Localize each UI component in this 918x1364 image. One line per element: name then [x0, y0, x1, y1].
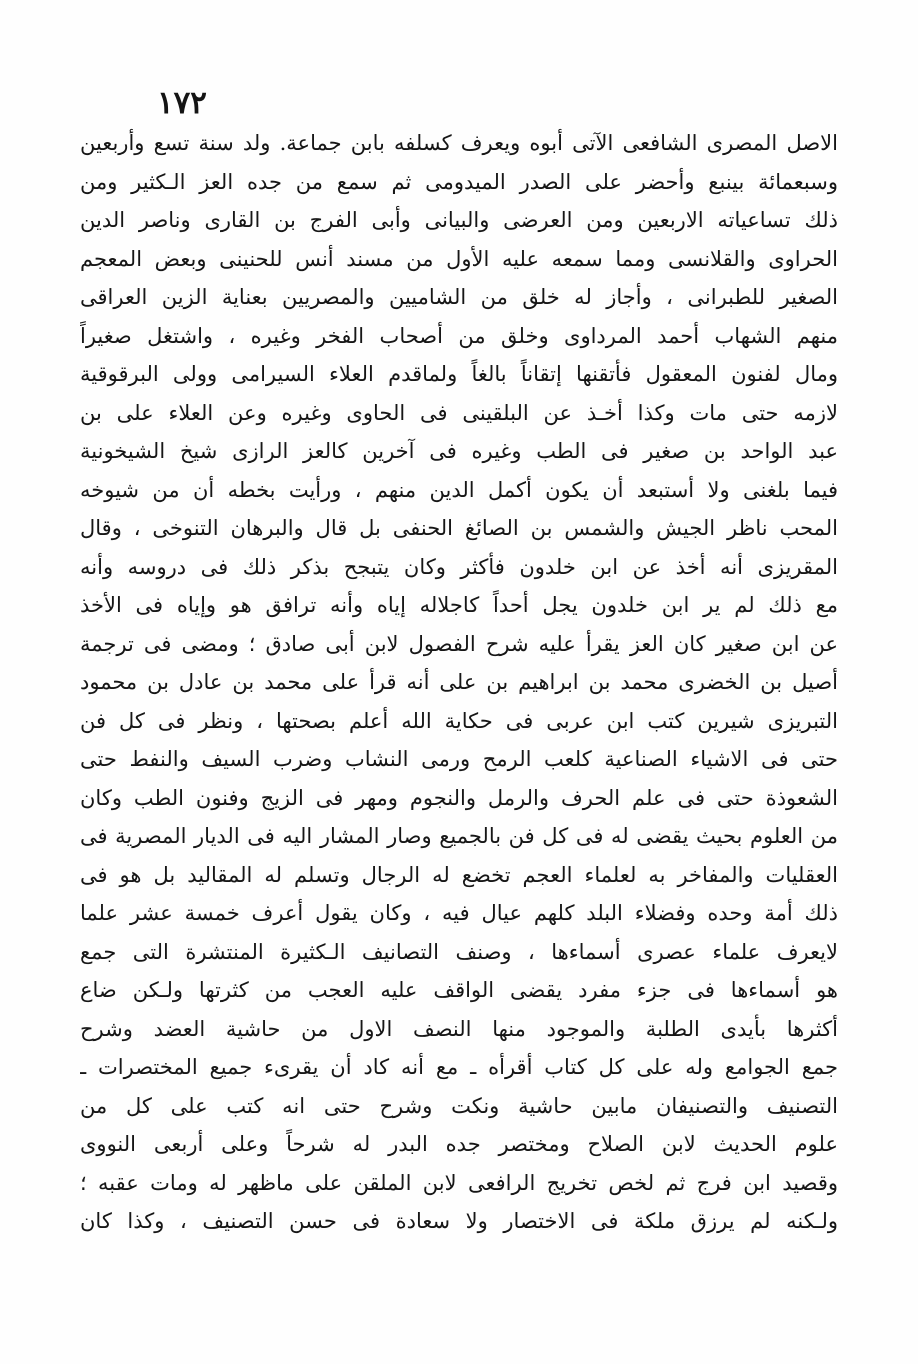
text-line: الحراوى والقلانسى ومما سمعه عليه الأول من مسند أنس للحنينى وبعض المعجم: [80, 246, 838, 271]
text-line: من العلوم بحيث يقضى له فى كل فن بالجميع وصار المشار اليه فى الديار المصرية فى: [80, 824, 838, 848]
text-line: مع ذلك لم ير ابن خلدون يجل أحداً كاجلاله إياه وأنه ترافق هو وإياه فى الأخذ: [80, 593, 838, 617]
text-line: المقريزى أنه أخذ عن ابن خلدون فأكثر وكان يتبجح بذكر ذلك فى دروسه وأنه: [80, 554, 838, 579]
body-text: [80, 124, 838, 1241]
text-line: هو أسماءها فى جزء مفرد يقضى الواقف عليه العجب من كثرتها ولـكن ضاع: [80, 978, 838, 1002]
text-line: المحب ناظر الجيش والشمس بن الصائغ الحنفى بل قال والبرهان التنوخى ، وقال: [80, 516, 838, 540]
text-line: جمع الجوامع وله على كل كتاب أقرأه ـ مع أنه كاد أن يقرىء جميع المختصرات ـ: [80, 1055, 838, 1079]
text-line: فيما بلغنى ولا أستبعد أن يكون أكمل الدين منهم ، ورأيت بخطه أن من شيوخه: [80, 477, 838, 502]
text-line: الشعوذة حتى فى علم الحرف والرمل والنجوم ومهر فى الزيج وفنون الطب وكان: [80, 785, 838, 810]
text-line: لايعرف علماء عصرى أسماءها ، وصنف التصانيف الـكثيرة المنتشرة التى جمع: [80, 939, 838, 964]
text-line: وسبعمائة بينبع وأحضر على الصدر الميدومى ثم سمع من جده العز الـكثير ومن: [80, 169, 838, 194]
text-line: الصغير للطبرانى ، وأجاز له خلق من الشاميين والمصريين بعناية الزين العراقى: [80, 285, 838, 309]
text-line: الاصل المصرى الشافعى الآتى أبوه ويعرف كسلفه بابن جماعة. ولد سنة تسع وأربعين: [80, 131, 838, 155]
text-line: حتى فى الاشياء الصناعية كلعب الرمح ورمى النشاب وضرب السيف والنفط حتى: [80, 747, 838, 771]
text-line: علوم الحديث لابن الصلاح ومختصر جده البدر له شرحاً وعلى أربعى النووى: [80, 1132, 838, 1156]
text-line: أصيل بن الخضرى محمد بن ابراهيم بن على أنه قرأ على محمد بن عادل بن محمود: [80, 670, 838, 694]
text-line: ذلك تساعياته الاربعين ومن العرضى والبيانى وأبى الفرج بن القارى وناصر الدين: [80, 208, 838, 232]
page-number: ١٧٢: [157, 85, 207, 121]
text-line: ولـكنه لم يرزق ملكة فى الاختصار ولا سعادة فى حسن التصنيف ، وكذا كان: [80, 1209, 838, 1233]
text-line: عبد الواحد بن صغير فى الطب وغيره فى آخرين كالعز الرازى شيخ الشيخونية: [80, 439, 838, 463]
text-line: منهم الشهاب أحمد المرداوى وخلق من أصحاب الفخر وغيره ، واشتغل صغيراً: [80, 323, 838, 348]
text-line: ذلك أمة وحده وفضلاء البلد كلهم عيال فيه ، وكان يقول أعرف خمسة عشر علما: [80, 901, 838, 925]
text-line: لازمه حتى مات وكذا أخـذ عن البلقينى فى الحاوى وغيره وعن العلاء على بن: [80, 400, 838, 425]
text-line: عن ابن صغير كان العز يقرأ عليه شرح الفصول لابن أبى صادق ؛ ومضى فى ترجمة: [80, 631, 838, 656]
text-line: وقصيد ابن فرج ثم لخص تخريج الرافعى لابن الملقن على ماظهر له ومات عقبه ؛: [80, 1170, 838, 1195]
text-line: التبريزى شيرين كتب ابن عربى فى حكاية الله أعلم بصحتها ، ونظر فى كل فن: [80, 708, 838, 733]
text-line: ومال لفنون المعقول فأتقنها إتقاناً بالغاً ولماقدم العلاء السيرامى وولى البرقوقية: [80, 362, 838, 386]
text-line: العقليات والمفاخر به لعلماء العجم تخضع له الرجال وتسلم له المقاليد بل هو فى: [80, 862, 838, 887]
text-line: أكثرها بأيدى الطلبة والموجود منها النصف الاول من حاشية العضد وشرح: [80, 1016, 838, 1041]
text-line: التصنيف والتصنيفان مابين حاشية ونكت وشرح حتى انه كتب على كل من: [80, 1093, 838, 1118]
